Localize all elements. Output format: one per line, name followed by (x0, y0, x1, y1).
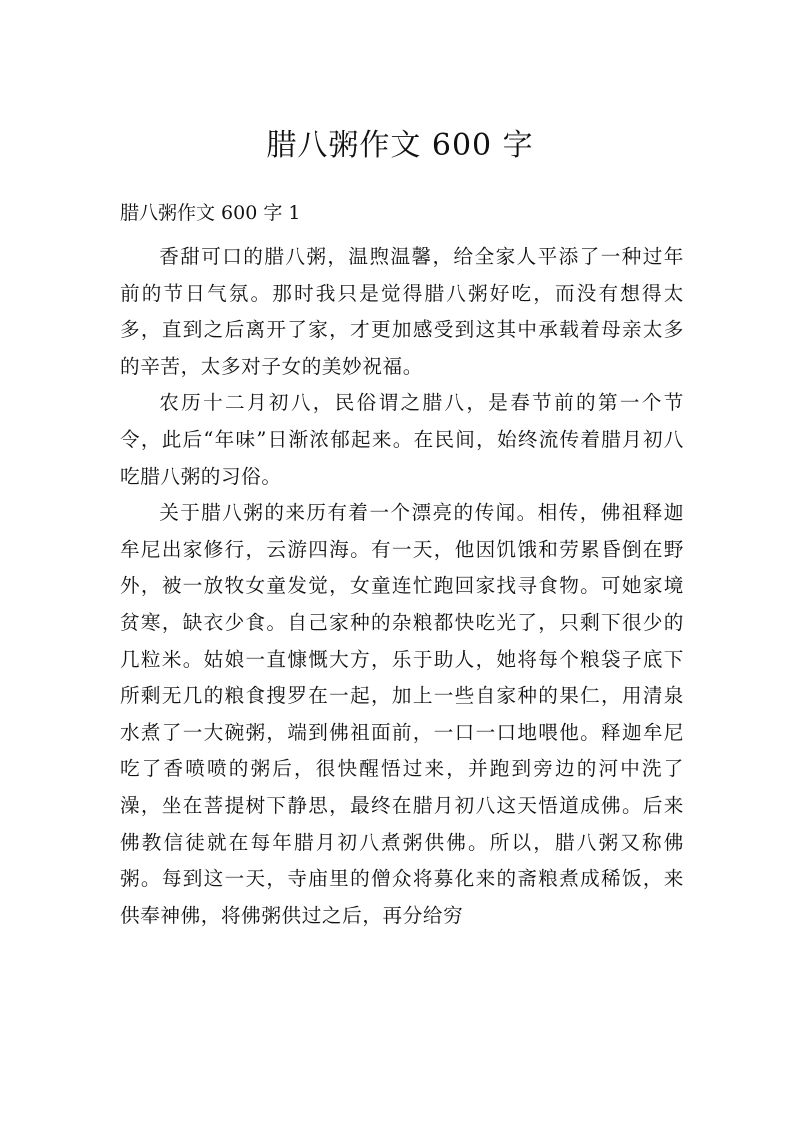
paragraph-2: 农历十二月初八，民俗谓之腊八，是春节前的第一个节令，此后“年味”日渐浓郁起来。在民间，始终流传着腊月初八吃腊八粥的习俗。 (120, 391, 684, 488)
section-heading: 腊八粥作文 600 字 1 (120, 202, 301, 224)
essay-body (120, 239, 684, 934)
paragraph-3: 关于腊八粥的来历有着一个漂亮的传闻。相传，佛祖释迦牟尼出家修行，云游四海。有一天，他因饥饿和劳累昏倒在野外，被一放牧女童发觉，女童连忙跑回家找寻食物。可她家境贫寒，缺衣少食。自己家种的杂粮都快吃光了，只剩下很少的几粒米。姑娘一直慷慨大方，乐于助人，她将每个粮袋子底下所剩无几的粮食搜罗在一起，加上一些自家种的果仁，用清泉水煮了一大碗粥，端到佛祖面前，一口一口地喂他。释迦牟尼吃了香喷喷的粥后，很快醒悟过来，并跑到旁边的河中洗了澡，坐在菩提树下静思，最终在腊月初八这天悟道成佛。后来佛教信徒就在每年腊月初八煮粥供佛。所以，腊八粥又称佛粥。每到这一天，寺庙里的僧众将募化来的斋粮煮成稀饭，来供奉神佛，将佛粥供过之后，再分给穷 (120, 501, 684, 927)
document-title: 腊八粥作文 600 字 (266, 128, 534, 163)
paragraph-1: 香甜可口的腊八粥，温煦温馨，给全家人平添了一种过年前的节日气氛。那时我只是觉得腊八粥好吃，而没有想得太多，直到之后离开了家，才更加感受到这其中承载着母亲太多的辛苦，太多对子女的美妙祝福。 (120, 245, 684, 378)
